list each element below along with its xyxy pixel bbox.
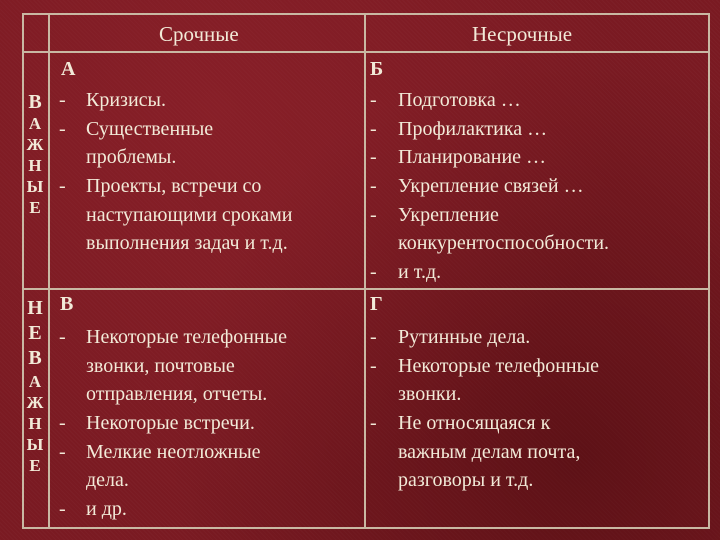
list-item: звонки, почтовые — [86, 354, 235, 377]
list-item: выполнения задач и т.д. — [86, 232, 288, 255]
list-item: разговоры и т.д. — [398, 469, 534, 492]
quadrant-a-dashes: - - - — [59, 89, 66, 198]
list-item: Проекты, встречи со — [86, 175, 262, 198]
grid-line-left — [22, 13, 24, 529]
list-item: Мелкие неотложные — [86, 440, 261, 463]
quadrant-d-list — [398, 323, 599, 495]
grid-line-label-col — [48, 13, 50, 529]
quadrant-c-letter: В — [60, 293, 74, 315]
quadrant-c-dashes: - - - - — [59, 326, 66, 521]
list-item: Укрепление — [398, 203, 499, 226]
quadrant-d-letter: Г — [370, 293, 383, 315]
list-item: Подготовка … — [398, 89, 521, 111]
list-item: наступающими сроками — [86, 203, 293, 226]
list-item: Некоторые телефонные — [86, 326, 287, 348]
header-urgent: Срочные — [159, 22, 239, 46]
quadrant-b-list — [398, 86, 609, 287]
row-label-important: В А Ж Н Ы Е — [26, 91, 44, 217]
grid-line-bottom — [22, 527, 710, 529]
list-item: звонки. — [398, 383, 462, 406]
list-item: Существенные — [86, 117, 214, 140]
quadrant-d-dashes: - - - — [370, 326, 377, 435]
list-item: Рутинные дела. — [398, 326, 531, 348]
list-item: Некоторые встречи. — [86, 412, 255, 435]
grid-line-center — [364, 13, 366, 529]
list-item: Кризисы. — [86, 89, 166, 111]
list-item: Некоторые телефонные — [398, 354, 599, 377]
quadrant-b-dashes: - - - - - - — [370, 89, 377, 284]
row-label-not-important: Н Е В А Ж Н Ы Е — [26, 297, 44, 475]
list-item: Планирование … — [398, 146, 547, 169]
quadrant-a-letter: А — [61, 58, 76, 80]
list-item: проблемы. — [86, 146, 177, 169]
grid-line-right — [708, 13, 710, 529]
list-item: дела. — [86, 469, 129, 492]
grid-line-header — [22, 51, 710, 53]
list-item: Не относящаяся к — [398, 412, 551, 435]
list-item: важным делам почта, — [398, 440, 581, 463]
header-not-urgent: Несрочные — [472, 22, 573, 46]
list-item: и т.д. — [398, 261, 442, 284]
list-item: отправления, отчеты. — [86, 383, 268, 406]
list-item: Профилактика … — [398, 117, 548, 140]
list-item: конкурентоспособности. — [398, 232, 610, 255]
quadrant-c-list — [86, 323, 287, 524]
quadrant-b-letter: Б — [370, 58, 384, 80]
grid-line-middle — [22, 288, 710, 290]
quadrant-a-list — [86, 86, 292, 258]
list-item: и др. — [86, 498, 127, 521]
grid-line-top — [22, 13, 710, 15]
list-item: Укрепление связей … — [398, 175, 584, 198]
